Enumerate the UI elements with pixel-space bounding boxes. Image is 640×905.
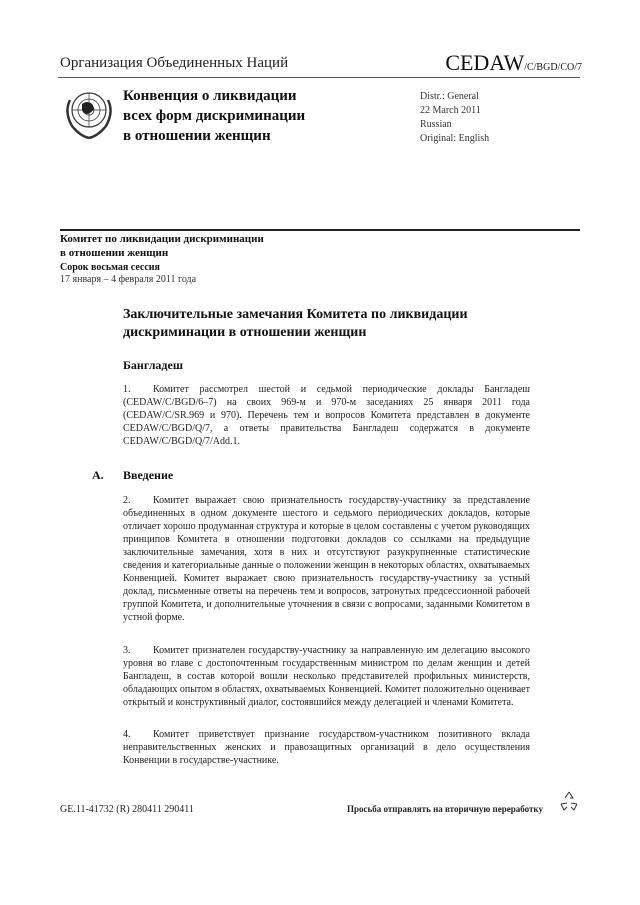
un-emblem-icon [62, 82, 116, 142]
paragraph-number: 3. [123, 645, 131, 656]
section-title: Введение [123, 468, 174, 482]
section-heading [92, 468, 173, 483]
session-label: Сорок восьмая сессия [60, 262, 160, 273]
date-line: 22 March 2011 [420, 105, 481, 116]
symbol-suffix: /C/BGD/CO/7 [524, 62, 582, 73]
paragraph [123, 728, 530, 767]
committee-name [60, 232, 264, 260]
paragraph-text: Комитет выражает свою признательность государству-участнику за представление объединенных в одном документе шестого и седьмого периодических докладов, которые отличает хорошо продуманная структура и которые в целом составлены с учетом руководящих принципов Комитета в отношении подготовки докладов со ссылками на предыдущие заключительные замечания, хотя в них и отсутствуют разукрупненные статистические сведения и категориальные данные о положении женщин в некоторых областях, охватываемых Конвенцией. Комитет выражает свою признательность государству-участнику за устный доклад, письменные ответы на перечень тем и вопросов, затронутых предсессионной рабочей группой Комитета, и дополнительные уточнения в связи с вопросами, заданными Комитетом в устной форме. [123, 495, 530, 623]
paragraph-text: Комитет рассмотрел шестой и седьмой периодические доклады Бангладеш (CEDAW/C/BGD/6–7) на своих 969-м и 970-м заседаниях 25 января 2011 года (CEDAW/C/SR.969 и 970). Перечень тем и вопросов Комитета представлен в документе CEDAW/C/BGD/Q/7, а ответы правительства Бангладеш содержатся в документе CEDAW/C/BGD/Q/7/Add.1. [123, 384, 530, 447]
original-language-line: Original: English [420, 133, 490, 144]
country-heading: Бангладеш [123, 358, 183, 372]
convention-title-line: всех форм дискриминации [123, 108, 306, 124]
section-letter: A. [92, 468, 104, 482]
session-dates: 17 января – 4 февраля 2011 года [60, 274, 197, 285]
committee-name-line: Комитет по ликвидации дискриминации [60, 233, 264, 245]
paragraph [123, 383, 530, 448]
organization-name: Организация Объединенных Наций [60, 55, 289, 71]
document-title-line: дискриминации в отношении женщин [123, 325, 367, 340]
paragraph-number: 2. [123, 495, 131, 506]
committee-name-line: в отношении женщин [60, 247, 169, 259]
committee-divider [60, 229, 580, 231]
document-symbol [445, 50, 582, 76]
job-number: GE.11-41732 (R) 280411 290411 [60, 804, 194, 815]
symbol-main: CEDAW [445, 50, 525, 75]
document-title [123, 306, 533, 342]
paragraph-number: 1. [123, 384, 131, 395]
convention-title [123, 86, 305, 146]
paragraph [123, 494, 530, 624]
paragraph [123, 644, 530, 709]
header-divider [58, 77, 580, 78]
recycle-icon [558, 790, 580, 812]
language-line: Russian [420, 119, 452, 130]
distribution-block [420, 90, 489, 146]
paragraph-number: 4. [123, 729, 131, 740]
recycle-note: Просьба отправлять на вторичную переработку [347, 804, 543, 814]
distribution-line: Distr.: General [420, 91, 479, 102]
paragraph-text: Комитет признателен государству-участнику за направленную им делегацию высокого уровня во главе с достопочтенным государственным министром по делам женщин и детей Бангладеш, в состав которой вошли несколько представителей профильных министерств, обладающих опытом в областях, охватываемых Конвенцией. Комитет положительно оценивает открытый и конструктивный диалог, состоявшийся между делегацией и членами Комитета. [123, 645, 530, 708]
document-title-line: Заключительные замечания Комитета по ликвидации [123, 307, 468, 322]
convention-title-line: Конвенция о ликвидации [123, 88, 297, 104]
convention-title-line: в отношении женщин [123, 128, 271, 144]
paragraph-text: Комитет приветствует признание государством-участником позитивного вклада неправительственных женских и правозащитных организаций в дело осуществления Конвенции в государстве-участнике. [123, 729, 530, 766]
